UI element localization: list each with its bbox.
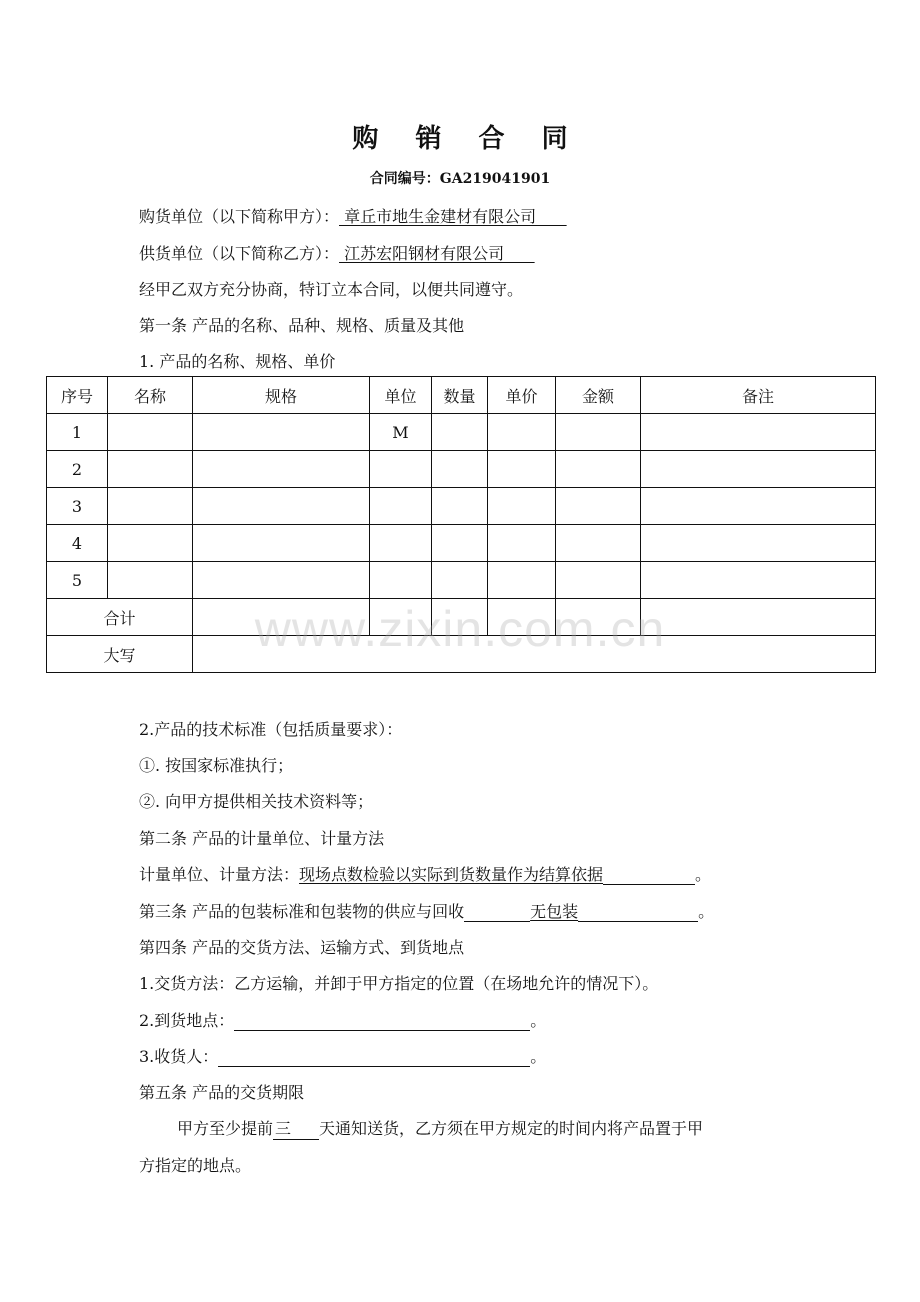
unit-cell [370, 451, 432, 488]
capital-label: 大写 [47, 636, 193, 673]
total-label: 合计 [47, 599, 193, 636]
contract-title: 购 销 合 同 [352, 124, 582, 154]
unit-cell [370, 562, 432, 599]
spec-cell [193, 488, 370, 525]
watermark: www.zixin.com.cn [254, 601, 666, 657]
deadline-days: 三 [273, 1116, 319, 1140]
article-3-blank-left [464, 903, 530, 922]
section-1-1-heading: 1. 产品的名称、规格、单价 [139, 352, 336, 371]
quantity-cell [432, 488, 488, 525]
name-cell [108, 525, 193, 562]
amount-cell [556, 562, 641, 599]
unit-cell [370, 488, 432, 525]
article-4-heading: 第四条 产品的交货方法、运输方式、到货地点 [139, 938, 465, 957]
standard-item-1: ①. 按国家标准执行； [139, 756, 294, 775]
article-2-heading: 第二条 产品的计量单位、计量方法 [139, 829, 385, 848]
spec-cell [193, 451, 370, 488]
price-cell [488, 562, 556, 599]
receiver-line [139, 1044, 546, 1067]
row-number: 3 [47, 488, 108, 525]
table-row [47, 525, 876, 562]
header-cell: 数量 [432, 377, 488, 414]
remark-cell [641, 488, 876, 525]
measure-line [139, 862, 711, 885]
table-row [47, 451, 876, 488]
name-cell [108, 488, 193, 525]
measure-end: 。 [695, 865, 712, 884]
article-3-end: 。 [698, 902, 715, 921]
header-cell: 单位 [370, 377, 432, 414]
remark-cell [641, 414, 876, 451]
standard-item-2: ②. 向甲方提供相关技术资料等； [139, 792, 374, 811]
header-cell: 金额 [556, 377, 641, 414]
deadline-line-1 [177, 1116, 703, 1140]
amount-cell [556, 451, 641, 488]
header-cell: 单价 [488, 377, 556, 414]
amount-cell [556, 488, 641, 525]
receiver-label: 3.收货人： [139, 1047, 219, 1066]
remark-cell [641, 525, 876, 562]
quantity-cell [432, 451, 488, 488]
article-3-blank-right [578, 903, 698, 922]
contract-number: 合同编号：GA219041901 [369, 171, 551, 187]
article-3-label: 第三条 产品的包装标准和包装物的供应与回收 [139, 902, 465, 921]
quantity-cell [432, 414, 488, 451]
spec-cell [193, 414, 370, 451]
price-cell [488, 414, 556, 451]
deadline-pre: 甲方至少提前 [177, 1119, 274, 1138]
article-3-line [139, 899, 714, 922]
buyer-value: 章丘市地生金建材有限公司 [339, 207, 567, 226]
name-cell [108, 414, 193, 451]
row-number: 1 [47, 414, 108, 451]
table-header-row [47, 377, 876, 414]
price-cell [488, 525, 556, 562]
table-row [47, 414, 876, 451]
deadline-line-2: 方指定的地点。 [139, 1156, 252, 1175]
seller-value: 江苏宏阳钢材有限公司 [339, 244, 535, 263]
seller-label: 供货单位（以下简称乙方）： [139, 244, 340, 263]
row-number: 2 [47, 451, 108, 488]
amount-cell [556, 414, 641, 451]
unit-cell [370, 525, 432, 562]
article-3-value: 无包装 [530, 902, 579, 921]
measure-label: 计量单位、计量方法： [139, 865, 300, 884]
row-number: 5 [47, 562, 108, 599]
spec-cell [193, 525, 370, 562]
quantity-cell [432, 525, 488, 562]
measure-blank [603, 866, 695, 885]
article-1-heading: 第一条 产品的名称、品种、规格、质量及其他 [139, 316, 465, 335]
section-1-2-heading: 2.产品的技术标准（包括质量要求）： [139, 720, 403, 739]
delivery-method: 1.交货方法：乙方运输，并卸于甲方指定的位置（在场地允许的情况下）。 [139, 974, 659, 993]
seller-line [139, 241, 535, 264]
receiver-blank [218, 1048, 530, 1067]
amount-cell [556, 525, 641, 562]
spec-cell [193, 562, 370, 599]
destination-blank [234, 1012, 530, 1031]
price-cell [488, 488, 556, 525]
name-cell [108, 562, 193, 599]
destination-line [139, 1008, 546, 1031]
table-row [47, 562, 876, 599]
header-cell: 名称 [108, 377, 193, 414]
name-cell [108, 451, 193, 488]
header-cell: 序号 [47, 377, 108, 414]
destination-label: 2.到货地点： [139, 1011, 235, 1030]
deadline-post: 天通知送货，乙方须在甲方规定的时间内将产品置于甲 [319, 1119, 704, 1138]
buyer-label: 购货单位（以下简称甲方）： [139, 207, 340, 226]
unit-cell: M [370, 414, 432, 451]
table-row [47, 488, 876, 525]
header-cell: 备注 [641, 377, 876, 414]
destination-end: 。 [530, 1011, 547, 1030]
remark-cell [641, 451, 876, 488]
article-5-heading: 第五条 产品的交货期限 [139, 1083, 305, 1102]
measure-value: 现场点数检验以实际到货数量作为结算依据 [299, 865, 604, 884]
remark-cell [641, 562, 876, 599]
header-cell: 规格 [193, 377, 370, 414]
quantity-cell [432, 562, 488, 599]
row-number: 4 [47, 525, 108, 562]
buyer-line [139, 204, 567, 227]
price-cell [488, 451, 556, 488]
receiver-end: 。 [530, 1047, 547, 1066]
intro-text: 经甲乙双方充分协商，特订立本合同，以便共同遵守。 [139, 280, 524, 299]
